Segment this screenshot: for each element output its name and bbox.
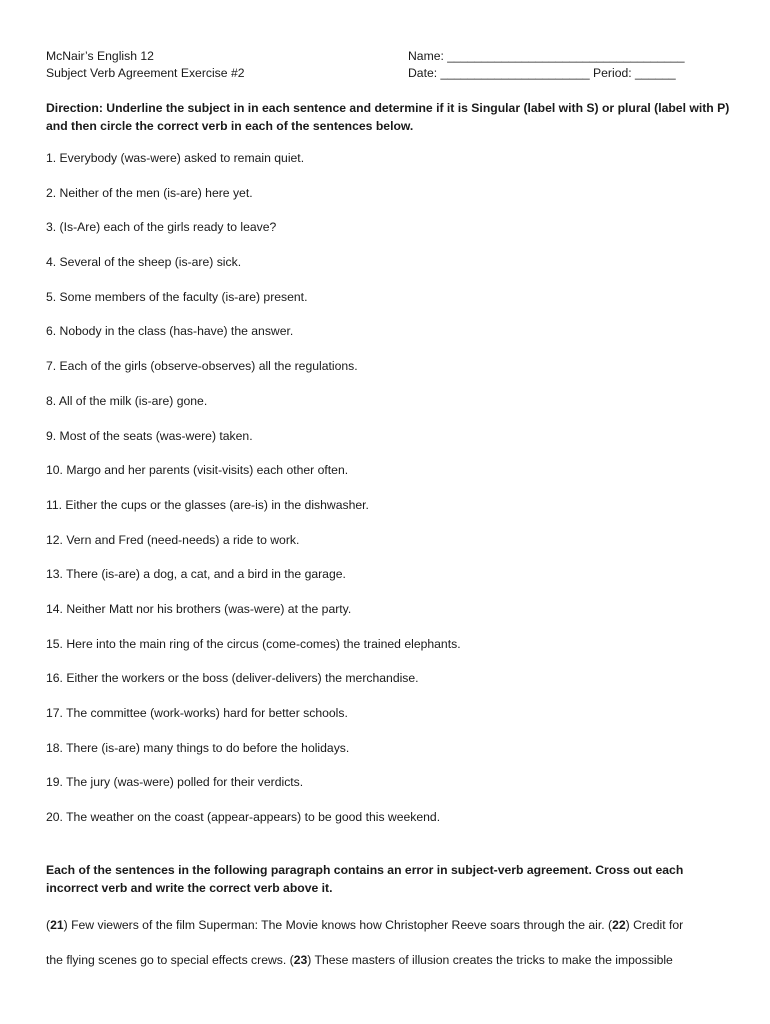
course-title: McNair’s English 12 [46, 49, 154, 63]
list-item: 14. Neither Matt nor his brothers (was-were) at the party. [46, 601, 352, 616]
list-item: 20. The weather on the coast (appear-appears) to be good this weekend. [46, 810, 441, 825]
exercise-list [46, 150, 461, 844]
list-item: 8. All of the milk (is-are) gone. [46, 393, 208, 408]
list-item: 18. There (is-are) many things to do before the holidays. [46, 740, 350, 755]
paragraph-line-1: (21) Few viewers of the film Superman: The Movie knows how Christopher Reeve soars through the air. (22) Credit for [46, 918, 684, 932]
sentence-number-22: 22 [612, 918, 626, 932]
sentence-22-text: Credit for [629, 918, 684, 932]
list-item: 16. Either the workers or the boss (deliver-delivers) the merchandise. [46, 671, 419, 686]
list-item: 11. Either the cups or the glasses (are-is) in the dishwasher. [46, 497, 369, 512]
list-item: 17. The committee (work-works) hard for better schools. [46, 706, 348, 720]
sentence-number-23: 23 [293, 953, 308, 967]
error-paragraph [46, 917, 736, 987]
list-item: 9. Most of the seats (was-were) taken. [46, 428, 253, 443]
list-item: 2. Neither of the men (is-are) here yet. [46, 185, 253, 200]
paragraph-instruction: Each of the sentences in the following paragraph contains an error in subject-verb agreement. Cross out each incorrect verb and write the correct verb above it. [46, 863, 684, 895]
list-item: 6. Nobody in the class (has-have) the answer. [46, 324, 294, 339]
list-item: 7. Each of the girls (observe-observes) all the regulations. [46, 359, 358, 374]
paragraph-line-2: the flying scenes go to special effects crews. (23) These masters of illusion creates the tricks to make the impossible [46, 953, 673, 967]
list-item: 4. Several of the sheep (is-are) sick. [46, 255, 242, 270]
sentence-21-text: Few viewers of the film Superman: The Movie knows how Christopher Reeve soars through the air. ( [67, 918, 613, 932]
exercise-title: Subject Verb Agreement Exercise #2 [46, 66, 245, 80]
list-item: 10. Margo and her parents (visit-visits) each other often. [46, 463, 349, 478]
header-right [408, 48, 685, 82]
direction-text: Direction: Underline the subject in in each sentence and determine if it is Singular (label with S) or plural (label with P) and then circle the correct verb in each of the sentences below. [46, 101, 730, 133]
list-item: 15. Here into the main ring of the circus (come-comes) the trained elephants. [46, 636, 461, 651]
list-item: 3. (Is-Are) each of the girls ready to leave? [46, 220, 277, 235]
list-item: 12. Vern and Fred (need-needs) a ride to work. [46, 532, 300, 547]
date-period-field: Date: ______________________ Period: ______ [408, 66, 676, 80]
list-item: 19. The jury (was-were) polled for their verdicts. [46, 775, 304, 790]
list-item: 13. There (is-are) a dog, a cat, and a bird in the garage. [46, 567, 346, 582]
list-item: 1. Everybody (was-were) asked to remain quiet. [46, 151, 305, 165]
list-item: 5. Some members of the faculty (is-are) present. [46, 289, 308, 304]
sentence-number-21: 21 [50, 918, 64, 932]
sentence-22-continued: the flying scenes go to special effects crews. ( [46, 953, 294, 967]
sentence-23-text: These masters of illusion creates the tricks to make the impossible [311, 953, 673, 967]
header-left [46, 48, 245, 82]
name-field: Name: ___________________________________ [408, 49, 685, 63]
